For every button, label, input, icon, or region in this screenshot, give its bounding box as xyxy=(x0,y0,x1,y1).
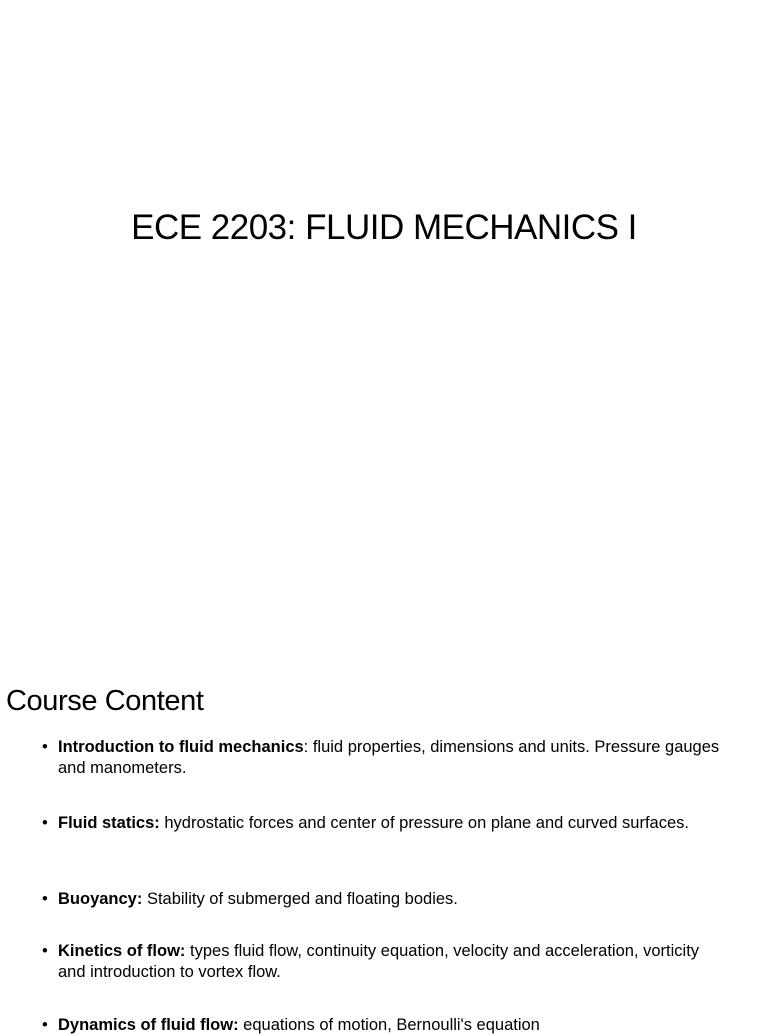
list-item-text xyxy=(58,737,722,779)
topic-description: types fluid flow, continuity equation, velocity and acceleration, vorticity and introduction to vortex flow. xyxy=(58,942,700,981)
topic-description: equations of motion, Bernoulli's equation xyxy=(238,1016,540,1034)
list-item xyxy=(42,737,722,779)
list-item xyxy=(42,941,722,983)
list-item-text xyxy=(58,889,722,910)
course-content-slide xyxy=(0,660,768,1034)
topic-term: Introduction to fluid mechanics xyxy=(58,738,304,756)
slide-title: ECE 2203: FLUID MECHANICS I xyxy=(131,208,637,247)
list-item-text xyxy=(58,813,722,834)
bullet-icon: • xyxy=(42,738,48,756)
list-item-text xyxy=(58,1015,722,1036)
topic-description: hydrostatic forces and center of pressure on plane and curved surfaces. xyxy=(159,814,689,832)
list-item-text xyxy=(58,941,722,983)
bullet-icon: • xyxy=(42,890,48,908)
list-item xyxy=(42,813,722,834)
bullet-icon: • xyxy=(42,1016,48,1034)
list-item xyxy=(42,1015,722,1036)
topic-description: : fluid properties, dimensions and units. Pressure gauges and manometers. xyxy=(58,738,720,777)
bullet-icon: • xyxy=(42,942,48,960)
topic-term: Buoyancy: xyxy=(58,890,143,908)
list-item xyxy=(42,889,722,910)
course-content-heading: Course Content xyxy=(6,685,204,717)
topic-description: Stability of submerged and floating bodies. xyxy=(142,890,458,908)
bullet-icon: • xyxy=(42,814,48,832)
topic-term: Dynamics of fluid flow: xyxy=(58,1016,239,1034)
topic-term: Fluid statics: xyxy=(58,814,160,832)
topic-term: Kinetics of flow: xyxy=(58,942,186,960)
